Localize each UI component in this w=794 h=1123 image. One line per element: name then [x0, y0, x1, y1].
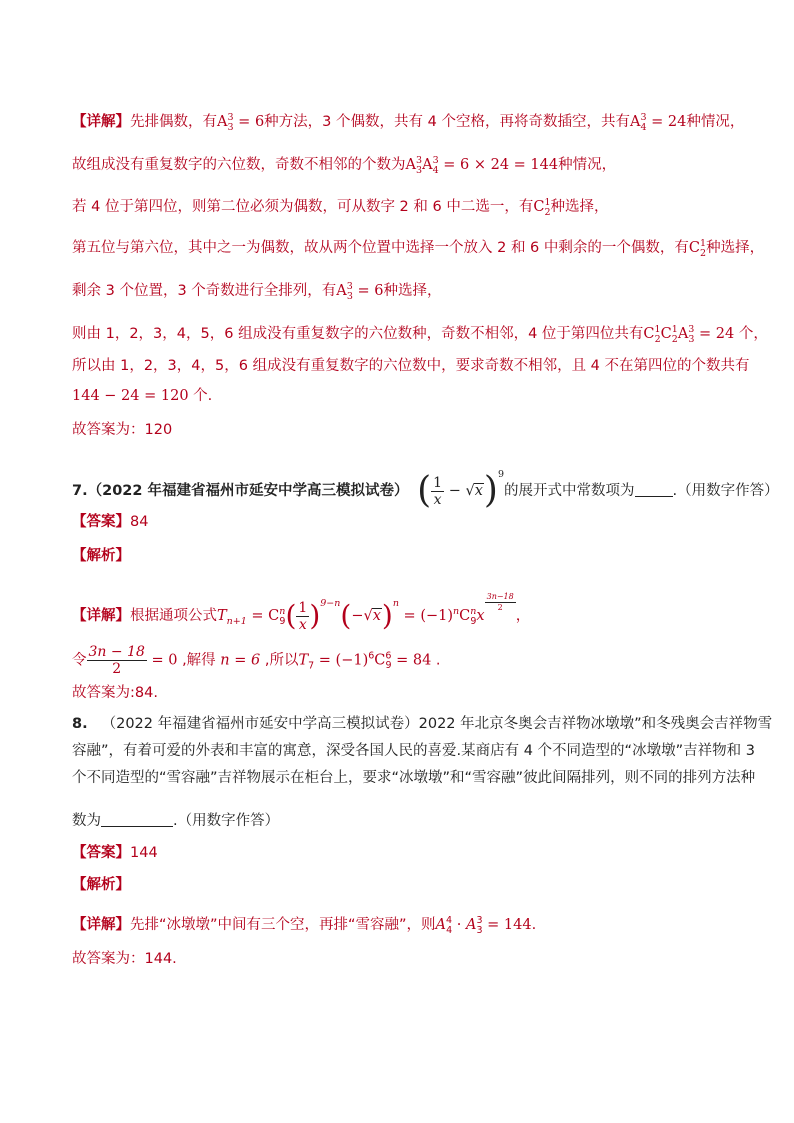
question-8-line-2: 容融”，有着可爱的外表和丰富的寓意，深受各国人民的喜爱.某商店有 4 个不同造型的“冰墩墩”吉祥物和 3 [72, 743, 755, 759]
question-text: 数为 [72, 813, 101, 829]
analysis-tag: 【解析】 [72, 877, 130, 893]
question-8-line-3: 个不同造型的“雪容融”吉祥物展示在柜台上，要求“冰墩墩”和“雪容融”彼此间隔排列，则不同的排列方法种 [72, 770, 756, 786]
answer-blank [101, 812, 173, 827]
math-fraction: $\frac{1}{x}$ [298, 599, 308, 633]
text: 种情况， [686, 113, 745, 130]
text: 剩余 3 个位置，3 个奇数进行全排列，有 [72, 282, 337, 299]
text: 种方法，3 个偶数，共有 4 个空格，再将奇数插空，共有 [264, 113, 630, 130]
question-text: .（用数字作答） [672, 483, 779, 499]
math-fraction: $\frac{3n - 18}{2}$ [88, 644, 145, 677]
text: 所以由 1，2，3，4，5，6 组成没有重复数字的六位数中，要求奇数不相邻，且 4 不在第四位的个数共有 [72, 358, 750, 374]
math-subtraction: 144 − 24 = 120 [72, 388, 189, 404]
solution-line-4 [72, 233, 764, 265]
final-answer-7: 故答案为:84. [72, 685, 158, 701]
question-number: 7. [72, 483, 88, 499]
answer-8 [72, 842, 158, 864]
text: 令 [72, 652, 87, 669]
answer-blank [635, 482, 673, 497]
answer-7 [72, 511, 148, 533]
answer-value: 144 [130, 845, 158, 861]
question-text: .（用数字作答） [173, 813, 280, 829]
text: 种选择， [550, 198, 609, 215]
text: 种情况， [558, 156, 617, 173]
question-source: （2022 年福建省福州市延安中学高三模拟试卷） [87, 483, 409, 499]
text: 个， [734, 325, 768, 342]
answer-tag: 【答案】 [72, 514, 130, 530]
solution-line-7 [72, 355, 750, 377]
solution-line-6 [72, 319, 768, 351]
question-text: （2022 年福建省福州市延安中学高三模拟试卷）2022 年北京冬奥会吉祥物冰墩墩”和冬残奥会吉祥物雪 [101, 716, 773, 732]
math-permutation: $A^3_3 = 6$ [336, 281, 384, 302]
math-permutation: $A^3_4 = 24$ [629, 112, 687, 133]
solution-line-5 [72, 276, 441, 308]
math-product: $C^1_2C^1_2A^3_3 = 24$ [643, 324, 735, 345]
text: 第五位与第六位，其中之一为偶数，故从两个位置中选择一个放入 2 和 6 中剩余的一个偶数，有 [72, 239, 689, 256]
final-answer-8: 故答案为：144. [72, 951, 177, 967]
question-8-line-4 [72, 810, 279, 832]
solution-line-1 [72, 107, 744, 139]
text: 种选择， [383, 282, 442, 299]
text: 先排偶数，有 [130, 113, 217, 130]
text: 故组成没有重复数字的六位数，奇数不相邻的个数为 [72, 156, 406, 173]
text: 个. [188, 388, 213, 404]
math-product: $A^3_3A^3_4 = 6 \times 24 = 144$ [405, 155, 559, 176]
detail-tag: 【详解】 [72, 916, 130, 933]
detail-7-solve: 令 $\frac{3n - 18}{2}$ = 0 ,解得 n = 6 ,所以$T_7 = (-1)^6C^6_9 = 84$ . [72, 644, 441, 677]
math-permutation: $A^3_3 = 6$ [217, 112, 265, 133]
answer-value: 84 [130, 514, 149, 530]
text: 若 4 位于第四位，则第二位必须为偶数，可从数字 2 和 6 中二选一，有 [72, 198, 534, 215]
analysis-7 [72, 545, 130, 567]
question-number: 8. [72, 716, 88, 732]
final-answer-6: 故答案为：120 [72, 422, 173, 438]
analysis-tag: 【解析】 [72, 548, 130, 564]
answer-tag: 【答案】 [72, 845, 130, 861]
question-text: 的展开式中常数项为 [504, 483, 635, 499]
math-combination: $C^1_2$ [688, 238, 707, 259]
detail-7: 【详解】根据通项公式$T_{n+1} = C^n_9$( $\frac{1}{x}$ )$^{9-n}(-√x)^n = (-1)^nC^n_9x$ $\frac{3n-18}{2}$ ， [72, 592, 531, 633]
text: 种选择， [706, 239, 765, 256]
text: 先排“冰墩墩”中间有三个空，再排“雪容融”，则 [130, 916, 436, 933]
question-7: 7.（2022 年福建省福州市延安中学高三模拟试卷） ( $\frac{1}{x}$ − √x)$^9$的展开式中常数项为 .（用数字作答） [72, 469, 779, 511]
text: 根据通项公式 [130, 608, 217, 624]
solution-line-3 [72, 192, 609, 224]
text: 则由 1，2，3，4，5，6 组成没有重复数字的六位数种，奇数不相邻，4 位于第四位共有 [72, 325, 644, 342]
question-8-line-1 [72, 713, 772, 735]
math-combination: $C^1_2$ [533, 197, 551, 218]
solution-line-2 [72, 150, 616, 182]
detail-tag: 【详解】 [72, 608, 130, 624]
detail-8: 【详解】先排“冰墩墩”中间有三个空，再排“雪容融”，则$A^4_4 \cdot A^3_3 = 144$. [72, 915, 537, 936]
solution-line-8 [72, 385, 212, 407]
math-exponent-fraction: $\frac{3n-18}{2}$ [486, 592, 514, 612]
analysis-8 [72, 874, 130, 896]
detail-tag: 【详解】 [72, 113, 130, 130]
math-fraction: $\frac{1}{x}$ [433, 474, 443, 508]
